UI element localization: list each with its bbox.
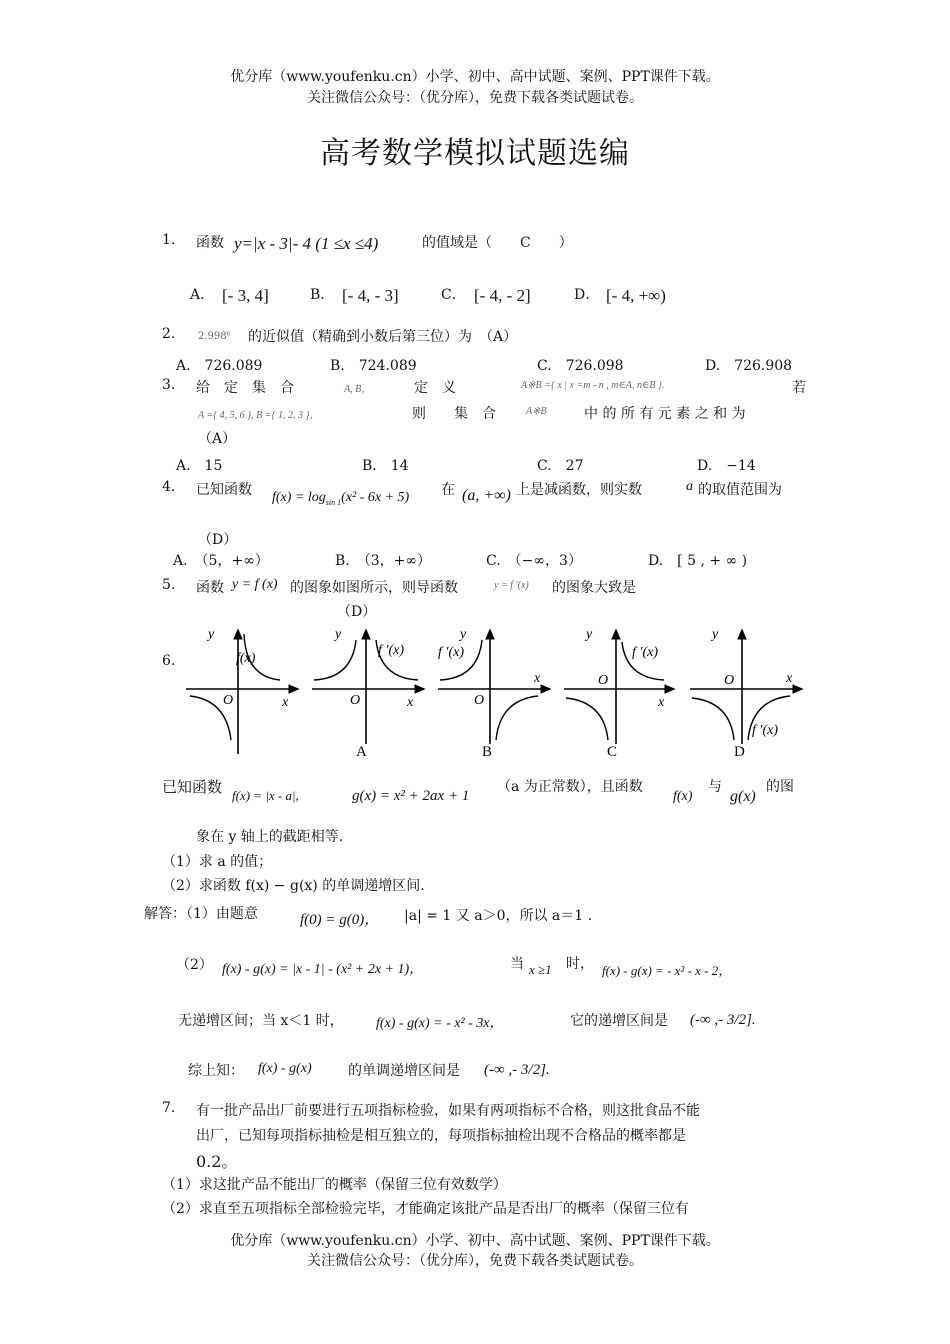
option-letter-d: D xyxy=(734,744,745,760)
q2-option-c: C. 726.098 xyxy=(537,358,624,374)
axis-x-label: x xyxy=(407,695,414,710)
q2-text: 的近似值（精确到小数后第三位）为 （A） xyxy=(248,329,518,345)
q6-lead: 已知函数 xyxy=(162,778,223,796)
q4-option-d: D. [ 5 , + ∞ ) xyxy=(648,553,748,569)
fprime-label: f ′(x) xyxy=(632,645,658,660)
origin-label: O xyxy=(598,673,609,688)
conclusion-expression: f(x) - g(x) xyxy=(258,1061,312,1076)
axis-y-label: y xyxy=(208,627,215,642)
axis-x-label: x xyxy=(658,695,665,710)
header-line-2: 关注微信公众号：（优分库），免费下载各类试题试卷。 xyxy=(307,90,643,106)
q1-option-b: [- 4, - 3] xyxy=(342,286,399,305)
q2-number: 2. xyxy=(162,326,176,342)
solution-result: |a| = 1 又 a＞0，所以 a＝1 . xyxy=(404,908,593,924)
solution2-result: f(x) - g(x) = - x² - x - 2， xyxy=(602,963,732,978)
q4-var: a xyxy=(686,479,693,494)
conclusion-interval: (-∞ ,- 3/2]. xyxy=(484,1062,550,1078)
axis-y-label: y xyxy=(712,627,719,642)
solution3-interval-text: 它的递增区间是 xyxy=(570,1013,668,1029)
origin-label: O xyxy=(474,693,485,708)
conclusion-interval-text: 的单调递增区间是 xyxy=(348,1063,460,1079)
q5-text-3: 的图象大致是 xyxy=(552,580,636,596)
q4-text-c: 上是减函数，则实数 xyxy=(516,482,642,498)
q4-expression: $f(x) = \log_{sin 1}(x^2 - 6x + 5)$ xyxy=(272,490,410,507)
graph-option-c xyxy=(564,627,674,760)
axis-y-label: y xyxy=(586,627,593,642)
q3-line1-a: 给 定 集 合 xyxy=(196,380,294,396)
footer-line-1: 优分库（www.youfenku.cn）小学、初中、高中试题、案例、PPT课件下载。 xyxy=(230,1233,720,1249)
q1-expression: y=|x - 3|- 4 (1 ≤x ≤4) xyxy=(234,234,379,253)
q2-option-a: A. 726.089 xyxy=(176,358,263,374)
q3-line1-b: A, B， xyxy=(344,384,372,395)
q2-expression: 2.998⁶ xyxy=(198,331,231,342)
q1-tail: 的值域是（ C ） xyxy=(422,235,573,251)
solution-expression: f(0) = g(0)， xyxy=(300,912,380,928)
q7-line2: 出厂，已知每项指标抽检是相互独立的，每项指标抽检出现不合格品的概率都是 xyxy=(196,1128,686,1144)
q7-number: 7. xyxy=(162,1100,176,1116)
q2-option-d: D. 726.908 xyxy=(705,358,793,374)
q4-text-d: 的取值范围为 xyxy=(698,482,782,498)
conclusion-text: 综上知： xyxy=(188,1063,244,1079)
q3-line1-e: 若 xyxy=(792,380,806,396)
solution2-when: 当 xyxy=(510,956,524,972)
q4-answer: （D） xyxy=(198,532,238,548)
option-letter-b: B xyxy=(482,744,493,760)
function-graphs xyxy=(180,622,810,762)
q4-option-c: C. （−∞，3） xyxy=(486,553,582,569)
solution3-interval: (-∞ ,- 3/2]. xyxy=(690,1012,756,1028)
q6-number: 6. xyxy=(162,653,176,669)
q3-line2-b: 则 集 合 xyxy=(412,406,496,422)
q7-part2: （2）求直至五项指标全部检验完毕，才能确定该批产品是否出厂的概率（保留三位有 xyxy=(162,1201,689,1217)
origin-label: O xyxy=(724,673,735,688)
q6-g-expression: g(x) = x² + 2ax + 1 xyxy=(352,788,470,804)
axis-x-label: x xyxy=(786,671,793,686)
q3-line1-d: A※B ={ x | x =m - n , m∈A, n∈B }. xyxy=(521,380,665,391)
option-letter-a: A xyxy=(356,744,367,760)
q4-lead: 已知函数 xyxy=(196,482,252,498)
q6-f-expression: f(x) = |x - a|, xyxy=(232,788,299,803)
graph-original-f xyxy=(186,627,298,754)
q5-text-2: 的图象如图所示，则导函数 xyxy=(290,580,458,596)
q6-text-c: 的图 xyxy=(766,779,794,795)
q4-number: 4. xyxy=(162,479,176,495)
q1-option-d-label: D． xyxy=(574,287,600,303)
solution-label: 解答：（1）由题意 xyxy=(144,906,258,922)
graph-option-b xyxy=(438,627,550,760)
q1-number: 1. xyxy=(162,232,176,248)
q1-option-d: [- 4, +∞) xyxy=(606,286,666,305)
q3-line1-c: 定 义 xyxy=(414,380,456,396)
q1-option-a-label: A． xyxy=(190,287,215,303)
q7-line3: 0.2。 xyxy=(196,1152,238,1171)
q7-part1: （1）求这批产品不能出厂的概率（保留三位有效数学） xyxy=(162,1177,507,1193)
q3-option-a: A. 15 xyxy=(176,458,223,474)
q4-option-b: B. （3，+∞） xyxy=(335,553,432,569)
q5-answer: （D） xyxy=(337,604,377,620)
q6-part1: （1）求 a 的值； xyxy=(162,854,273,870)
header-line-1: 优分库（www.youfenku.cn）小学、初中、高中试题、案例、PPT课件下载。 xyxy=(230,69,720,85)
q5-expression-1: y = f (x) xyxy=(232,577,278,592)
q6-part2: （2）求函数 f(x) − g(x) 的单调递增区间. xyxy=(162,878,425,894)
solution3-expression: f(x) - g(x) = - x² - 3x， xyxy=(376,1016,504,1031)
q4-option-a: A. （5，+∞） xyxy=(173,553,269,569)
f-label: f(x) xyxy=(236,651,256,666)
q1-option-c: [- 4, - 2] xyxy=(474,286,531,305)
origin-label: O xyxy=(223,693,234,708)
q7-line1: 有一批产品出厂前要进行五项指标检验，如果有两项指标不合格，则这批食品不能 xyxy=(196,1103,700,1119)
q3-line2-c: A※B xyxy=(526,406,547,417)
q3-option-c: C. 27 xyxy=(537,458,584,474)
q1-lead: 函数 xyxy=(196,235,224,251)
q4-interval: (a, +∞) xyxy=(462,487,511,504)
q6-line2: 象在 y 轴上的截距相等. xyxy=(196,829,344,845)
q3-option-b: B. 14 xyxy=(362,458,409,474)
axis-x-label: x xyxy=(282,695,289,710)
q1-option-c-label: C． xyxy=(441,287,466,303)
fprime-label: f ′(x) xyxy=(438,645,464,660)
q1-option-b-label: B． xyxy=(310,287,335,303)
q1-option-a: [- 3, 4] xyxy=(222,286,269,305)
q4-in: 在 xyxy=(441,482,455,498)
q3-line2-a: A ={ 4, 5, 6 }, B ={ 1, 2, 3 }， xyxy=(198,410,320,421)
option-letter-c: C xyxy=(607,744,618,760)
q6-gx: g(x) xyxy=(730,788,756,805)
q5-text-1: 函数 xyxy=(196,580,224,596)
fprime-label: f ′(x) xyxy=(378,643,404,658)
solution3-text: 无递增区间；当 x＜1 时， xyxy=(178,1013,344,1029)
q6-fx: f(x) xyxy=(673,789,693,804)
q3-number: 3. xyxy=(162,377,176,393)
solution2-condition: x ≥1 xyxy=(529,962,552,977)
q5-number: 5. xyxy=(162,577,176,593)
footer-line-2: 关注微信公众号：（优分库），免费下载各类试题试卷。 xyxy=(307,1253,643,1269)
q2-option-b: B. 724.089 xyxy=(330,358,417,374)
q6-and: 与 xyxy=(708,779,722,795)
solution2-then: 时， xyxy=(566,956,594,972)
q5-expression-2: y = f ′(x) xyxy=(494,580,529,591)
axis-y-label: y xyxy=(335,627,342,642)
axis-y-label: y xyxy=(460,627,467,642)
origin-label: O xyxy=(350,693,361,708)
graph-option-a xyxy=(312,627,424,760)
axis-x-label: x xyxy=(534,671,541,686)
q6-text-b: （a 为正常数），且函数 xyxy=(497,779,643,795)
q3-answer: （A） xyxy=(198,431,237,447)
q3-line2-d: 中 的 所 有 元 素 之 和 为 xyxy=(584,406,746,422)
page-title: 高考数学模拟试题选编 xyxy=(320,136,630,171)
graph-option-d xyxy=(690,627,802,760)
q3-option-d: D. −14 xyxy=(697,458,756,474)
solution2-label: （2） xyxy=(176,957,213,973)
fprime-label: f ′(x) xyxy=(752,723,778,738)
solution2-expression: f(x) - g(x) = |x - 1| - (x² + 2x + 1)， xyxy=(222,962,424,977)
